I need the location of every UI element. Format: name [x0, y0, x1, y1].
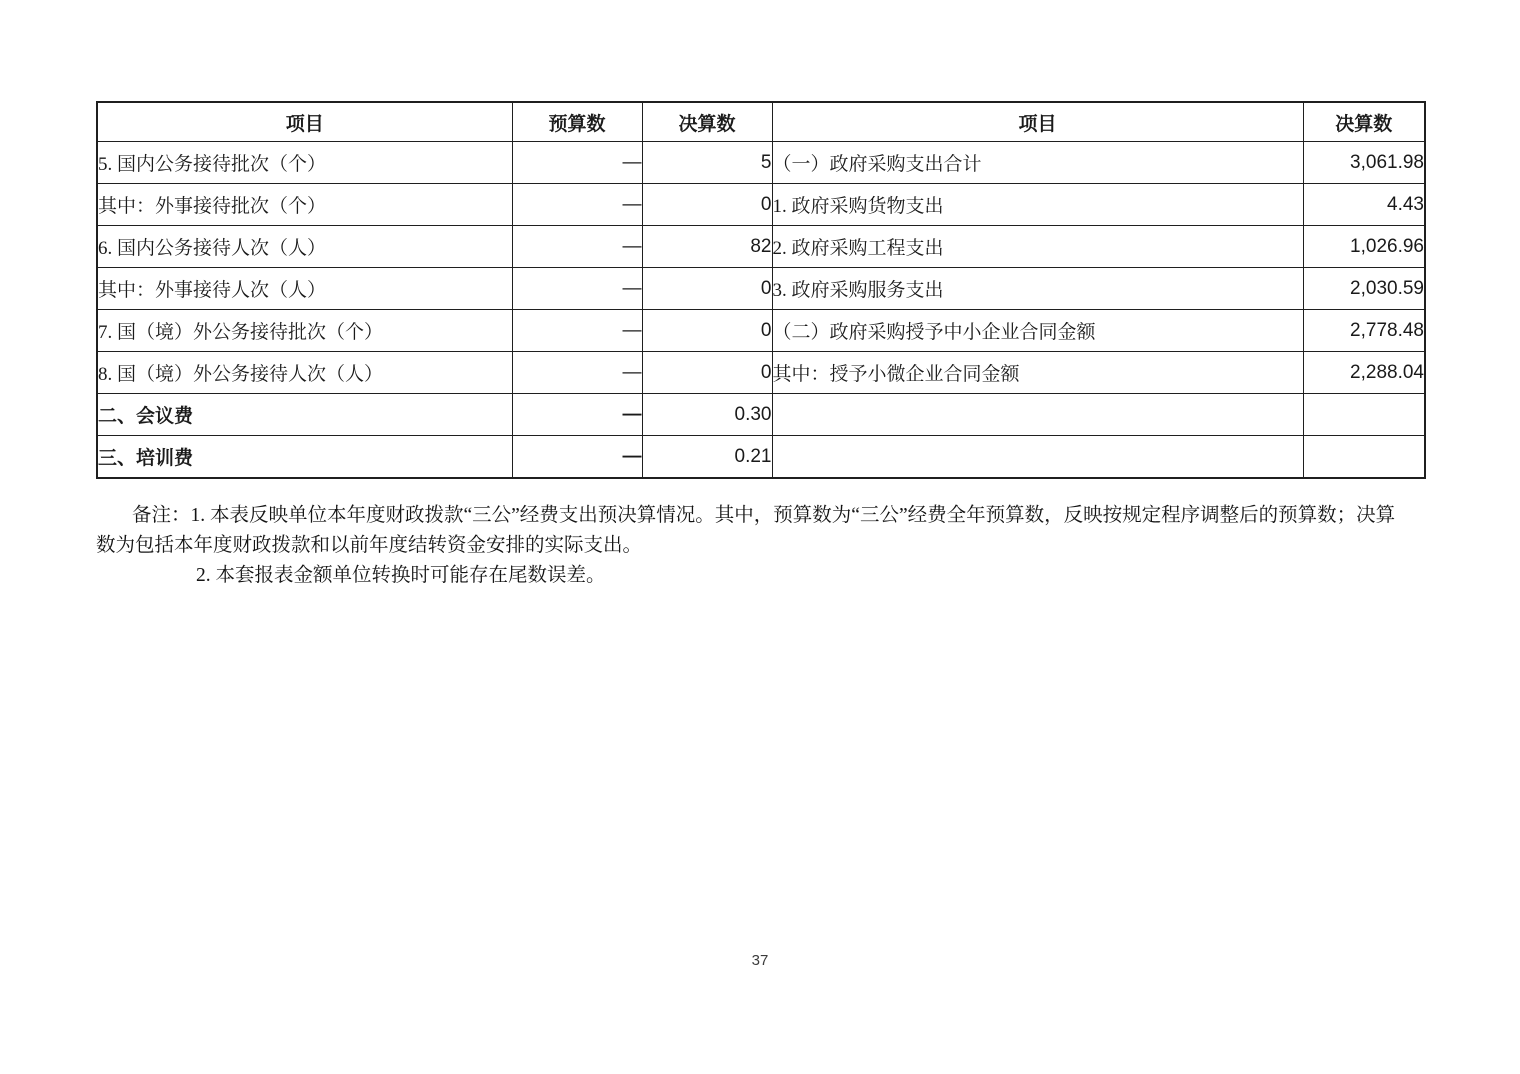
table-header-row — [97, 102, 1425, 142]
budget-value: — — [512, 436, 642, 479]
footnote-line-1: 备注：1. 本表反映单位本年度财政拨款“三公”经费支出预决算情况。其中，预算数为“三公”经费全年预算数，反映按规定程序调整后的预算数；决算 — [132, 505, 1396, 526]
item-label-left: 三、培训费 — [97, 436, 512, 479]
item-label-left: 其中：外事接待批次（个） — [97, 184, 512, 226]
final-value-right: 4.43 — [1303, 184, 1425, 226]
budget-value: — — [512, 226, 642, 268]
item-label-right: （二）政府采购授予中小企业合同金额 — [772, 310, 1303, 352]
table-row — [97, 394, 1425, 436]
footnote-line-3: 2. 本套报表金额单位转换时可能存在尾数误差。 — [196, 565, 606, 586]
item-label-left: 6. 国内公务接待人次（人） — [97, 226, 512, 268]
item-label-right: 1. 政府采购货物支出 — [772, 184, 1303, 226]
final-value-right: 2,030.59 — [1303, 268, 1425, 310]
header-item-left: 项目 — [97, 102, 512, 142]
page-number: 37 — [751, 952, 769, 969]
final-value-right — [1303, 394, 1425, 436]
footnotes — [96, 501, 1436, 591]
table-row — [97, 352, 1425, 394]
header-item-right: 项目 — [772, 102, 1303, 142]
final-value-left: 5 — [642, 142, 772, 184]
budget-value: — — [512, 142, 642, 184]
final-value-right: 1,026.96 — [1303, 226, 1425, 268]
item-label-right: 3. 政府采购服务支出 — [772, 268, 1303, 310]
item-label-left: 其中：外事接待人次（人） — [97, 268, 512, 310]
table-row — [97, 436, 1425, 479]
final-value-left: 82 — [642, 226, 772, 268]
final-value-left: 0 — [642, 268, 772, 310]
final-value-left: 0.30 — [642, 394, 772, 436]
budget-value: — — [512, 268, 642, 310]
final-value-right: 3,061.98 — [1303, 142, 1425, 184]
table-row — [97, 142, 1425, 184]
item-label-right — [772, 394, 1303, 436]
final-value-left: 0 — [642, 184, 772, 226]
final-value-left: 0 — [642, 310, 772, 352]
budget-value: — — [512, 352, 642, 394]
final-value-right: 2,778.48 — [1303, 310, 1425, 352]
table-row — [97, 268, 1425, 310]
table-row — [97, 226, 1425, 268]
final-value-left: 0 — [642, 352, 772, 394]
item-label-right: 2. 政府采购工程支出 — [772, 226, 1303, 268]
header-final-left: 决算数 — [642, 102, 772, 142]
table-row — [97, 184, 1425, 226]
table-row — [97, 310, 1425, 352]
final-value-right — [1303, 436, 1425, 479]
final-value-right: 2,288.04 — [1303, 352, 1425, 394]
item-label-right — [772, 436, 1303, 479]
item-label-left: 7. 国（境）外公务接待批次（个） — [97, 310, 512, 352]
item-label-right: 其中：授予小微企业合同金额 — [772, 352, 1303, 394]
budget-value: — — [512, 310, 642, 352]
header-budget: 预算数 — [512, 102, 642, 142]
item-label-right: （一）政府采购支出合计 — [772, 142, 1303, 184]
item-label-left: 8. 国（境）外公务接待人次（人） — [97, 352, 512, 394]
budget-value: — — [512, 184, 642, 226]
item-label-left: 二、会议费 — [97, 394, 512, 436]
final-value-left: 0.21 — [642, 436, 772, 479]
header-final-right: 决算数 — [1303, 102, 1425, 142]
item-label-left: 5. 国内公务接待批次（个） — [97, 142, 512, 184]
footnote-line-2: 数为包括本年度财政拨款和以前年度结转资金安排的实际支出。 — [96, 535, 643, 556]
budget-value: — — [512, 394, 642, 436]
three-public-funds-table — [96, 101, 1426, 479]
